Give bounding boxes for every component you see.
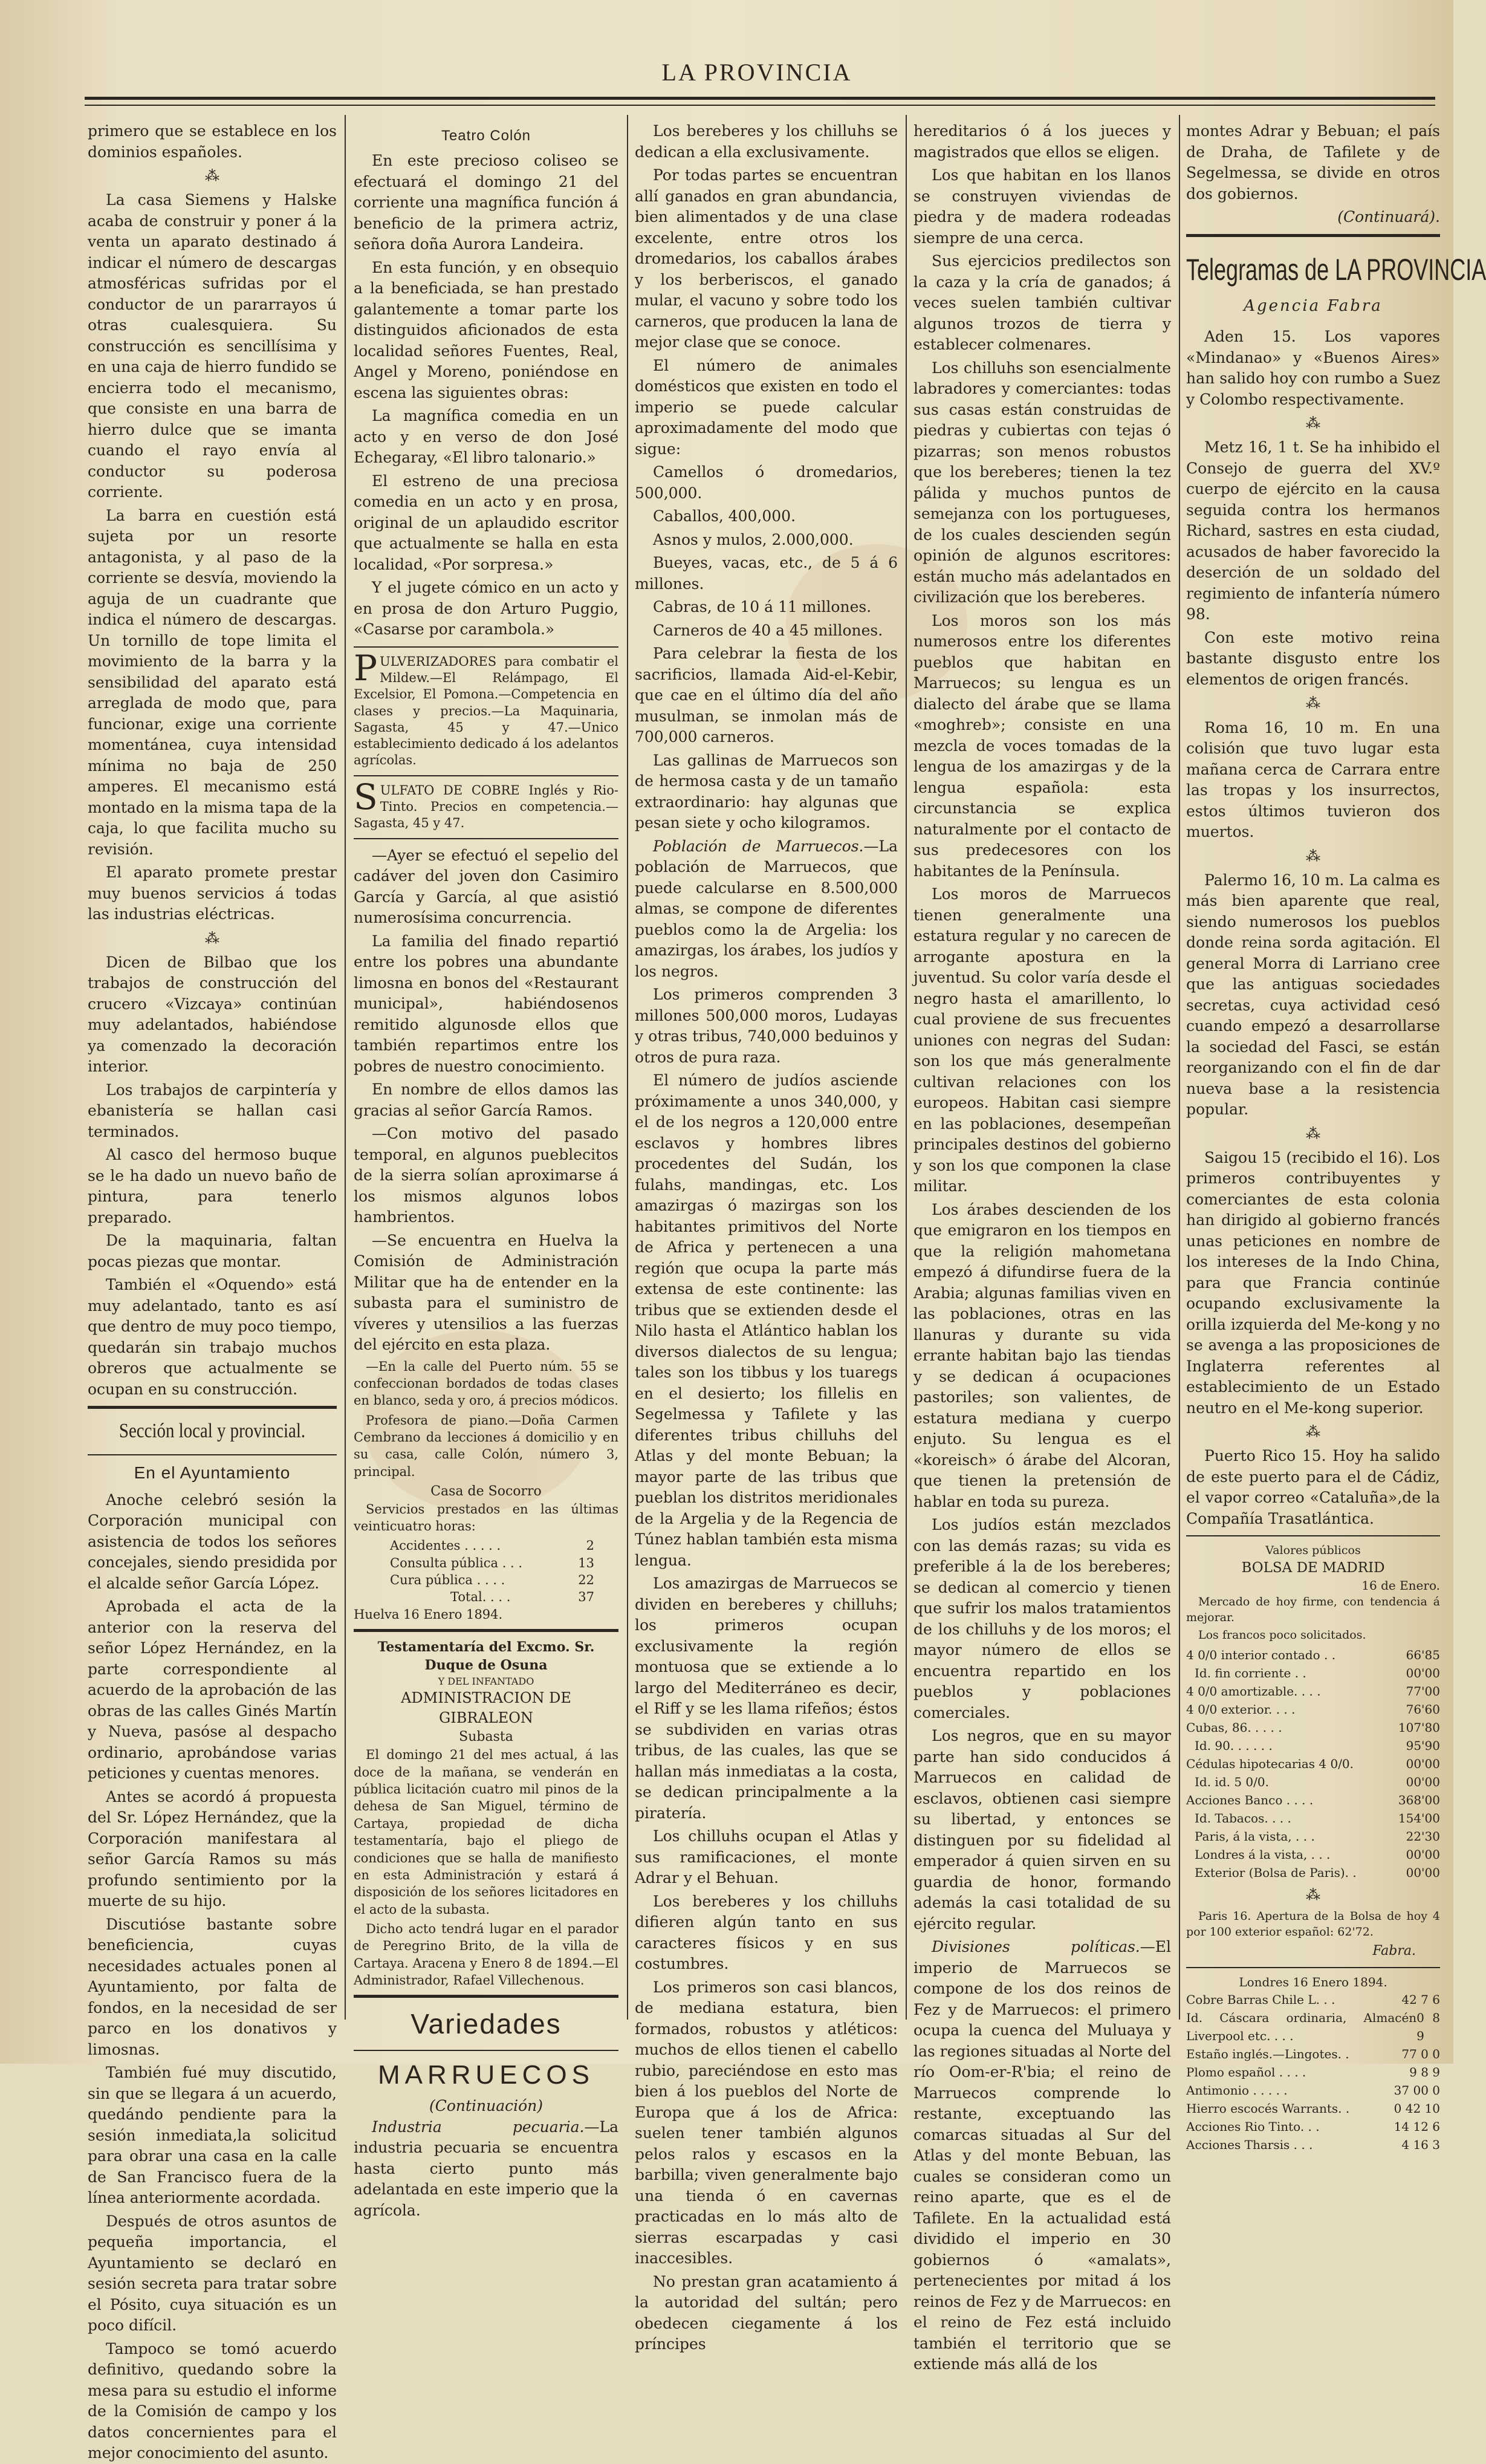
paragraph: La magnífica comedia en un acto y en verso de don José Echegaray, «El libro talonario.»	[354, 407, 618, 467]
drop-cap: S	[354, 776, 378, 818]
asterism: ⁂	[205, 929, 219, 947]
subheading: BOLSA DE MADRID	[1241, 1559, 1385, 1576]
section-rule	[88, 1454, 337, 1455]
rule	[1186, 234, 1440, 237]
rule	[354, 1629, 618, 1632]
continuara: (Continuará).	[1337, 208, 1440, 226]
paragraph: Los francos poco solicitados.	[1198, 1628, 1366, 1642]
paragraph: Y el jugete cómico en un acto y en prosa de don Arturo Puggio, «Casarse por carambola.»	[354, 579, 618, 639]
agency-name: Agencia Fabra	[1244, 296, 1383, 315]
paragraph: Servicios prestados en las últimas veinticuatro horas:	[354, 1501, 618, 1534]
subheading: En el Ayuntamiento	[134, 1463, 291, 1483]
paragraph: Los moros de Marruecos tienen generalmente una estatura regular y no carecen de arrogante apostura en la juventud. Su color varía desde el negro hasta el amarillento, lo cual proviene de sus frecuentes uniones con negras del Sudan: son los que más generalmente cultivan relaciones con los europeos. Habitan casi siempre en las poblaciones, desempeñan principales destinos del gobierno y son los que componen la clase militar.	[913, 885, 1171, 1195]
asterism: ⁂	[1306, 1423, 1320, 1441]
paragraph: Los trabajos de carpintería y ebanistería se hallan casi terminados.	[88, 1081, 337, 1140]
signature: Fabra.	[1372, 1943, 1416, 1959]
list-item: Cabras, de 10 á 11 millones.	[653, 598, 872, 616]
column-4	[913, 121, 1172, 2373]
column-divider	[627, 115, 628, 2020]
date-line: Huelva 16 Enero 1894.	[354, 1607, 503, 1622]
rule	[354, 2050, 618, 2051]
paragraph: Profesora de piano.—Doña Carmen Cembrano da lecciones á domicilio y en su casa, calle Colón, número 3, principal.	[354, 1412, 618, 1479]
paragraph: Los chilluhs ocupan el Atlas y sus ramificaciones, el monte Adrar y el Behuan.	[635, 1827, 898, 1887]
section-title: Variedades	[410, 2008, 562, 2040]
telegram: Puerto Rico 15. Hoy ha salido de este puerto para el de Cádiz, el vapor correo «Cataluña»,de la Compañía Trasatlántica.	[1186, 1447, 1440, 1527]
telegram: Saigou 15 (recibido el 16). Los primeros contribuyentes y comerciantes de esta colonia han dirigido al gobierno francés unas peticiones en nombre de los intereses de la Indo China, para que Francia continúe ocupando exclusivamente la orilla izquierda del Me-kong y no se avenga a las proposiciones de Inglaterra referentes al establecimiento de un Estado neutro en el Me-kong superior.	[1186, 1148, 1440, 1417]
paragraph: Dicho acto tendrá lugar en el parador de Peregrino Brito, de la villa de Cartaya. Aracena y Enero 8 de 1894.—El Administrador, Rafael Villechenous.	[354, 1921, 618, 1988]
paragraph: Después de otros asuntos de pequeña importancia, el Ayuntamiento se declaró en sesión secreta para tratar sobre el Pósito, cuya situación es un poco difícil.	[88, 2212, 337, 2335]
date-line: Londres 16 Enero 1894.	[1239, 1974, 1387, 1989]
quote-row: Hierro escocés Warrants. . 0 42 10	[1186, 2101, 1440, 2116]
quote-row: Acciones Rio Tinto. . . 14 12 6	[1186, 2119, 1440, 2134]
subheading: Casa de Socorro	[430, 1483, 542, 1499]
article-subtitle: (Continuación)	[429, 2097, 543, 2115]
run-in-text: —La industria pecuaria se encuentra hasta cierto punto más adelantada en este imperio que la agrícola.	[354, 2118, 618, 2219]
telegram: Aden 15. Los vapores «Mindanao» y «Buenos Aires» han salido hoy con rumbo a Suez y Colombo respectivamente.	[1186, 328, 1440, 408]
paragraph: El número de judíos asciende próximamente a unos 340,000, y el de los negros a 120,000 entre esclavos y hombres libres procedentes del Sudán, los fulahs, mandingas, etc. Los amazirgas ó mazirgas son los habitantes primitivos del Norte de Africa y pertenecen a una región que ocupa la parte más extensa de este continente: las tribus que se extienden desde el Nilo hasta el Atlántico hablan los diversos dialectos de su lengua; tales son los tibbus y los tuaregs en el desierto; los fillelis en Segelmessa y Tafilete y las diferentes tribus chilluhs del Atlas y del monte Bebuan; la mayor parte de las tribus que pueblan los distritos meridionales de la Argelia y de la Regencia de Túnez hablan también esta misma lengua.	[635, 1071, 898, 1569]
asterism: ⁂	[1306, 847, 1320, 865]
section-rule	[88, 1406, 337, 1409]
quote-row: Cubas, 86. . . . . 107'80	[1186, 1720, 1440, 1735]
socorro-row: Cura pública . . . . 22	[390, 1573, 594, 1588]
column-divider	[1179, 115, 1180, 2020]
quote-row: Estaño inglés.—Lingotes. . 77 0 0	[1186, 2047, 1440, 2062]
paragraph: Aprobada el acta de la anterior con la reserva del señor López Hernández, en la parte correspondiente al acuerdo de la aprobación de las obras de las calles Ginés Martín y Nueva, pasóse al despacho ordinario, aprobándose varias peticiones y cuentas menores.	[88, 1598, 337, 1783]
paragraph: Por todas partes se encuentran allí ganados en gran abundancia, bien alimentados y de una clase excelente, entre otros los dromedarios, los caballos árabes y los berberiscos, el ganado mular, el vacuno y sobre todo los carneros, que producen la lana de mejor clase que se conoce.	[635, 166, 898, 351]
quote-row: Acciones Tharsis . . . 4 16 3	[1186, 2137, 1440, 2153]
quote-row: 4 0/0 amortizable. . . . 77'00	[1186, 1683, 1440, 1698]
paragraph: Los bereberes y los chilluhs se dedican a ella exclusivamente.	[635, 122, 898, 161]
list-item: Carneros de 40 a 45 millones.	[653, 621, 883, 639]
paragraph: Los judíos están mezclados con las demás razas; su vida es preferible á la de los bereberes; se dedican al comercio y tienen que sufrir los malos tratamientos de los chilluhs y de los moros; el mayor número de ellos se encuentra repartido en los pueblos y poblaciones comerciales.	[913, 1516, 1171, 1721]
paragraph: —Ayer se efectuó el sepelio del cadáver del joven don Casimiro García y García, al que asistió numerosísima concurrencia.	[354, 846, 618, 927]
quote-row: 4 0/0 exterior. . . . 76'60	[1186, 1702, 1440, 1717]
paragraph: Los amazirgas de Marruecos se dividen en bereberes y chilluhs; los primeros ocupan exclusivamente la región montuosa que se extiende a lo largo del Mediterráneo es decir, el Riff y se les llama rifeños; éstos se subdividen en varias otras tribus, de las cuales, las que se hallan más inmediatas a la costa, se dedican principalmente a la piratería.	[635, 1575, 898, 1822]
paragraph: El estreno de una preciosa comedia en un acto y en prosa, original de un aplaudido escritor que actualmente se halla en esta localidad, «Por sorpresa.»	[354, 472, 618, 573]
run-in-head: Industria pecuaria.	[372, 2118, 585, 2136]
date-line: 16 de Enero.	[1361, 1578, 1440, 1593]
column-3	[635, 121, 898, 2353]
notice-admin: ADMINISTRACION DE GIBRALEON	[401, 1689, 571, 1726]
paragraph: montes Adrar y Bebuan; el país de Draha, de Tafilete y de Segelmessa, se divide en otros dos gobiernos.	[1186, 122, 1440, 203]
paragraph: Los bereberes y los chilluhs difieren algún tanto en sus caracteres físicos y en sus costumbres.	[635, 1892, 898, 1972]
quote-row: Id. Cáscara ordinaria, Almacén Liverpool etc. . . . 0 8 9	[1186, 2011, 1440, 2044]
notice-title: Testamentaría del Excmo. Sr. Duque de Osuna	[377, 1639, 595, 1674]
rule	[354, 838, 618, 839]
quote-row: Acciones Banco . . . . 368'00	[1186, 1792, 1440, 1807]
paragraph: Al casco del hermoso buque se le ha dado un nuevo baño de pintura, para tenerlo preparado.	[88, 1146, 337, 1226]
list-item: Bueyes, vacas, etc., de 5 á 6 millones.	[635, 554, 898, 593]
paragraph	[913, 1937, 1171, 2375]
list-item: Asnos y mulos, 2.000,000.	[653, 530, 854, 548]
column-2	[354, 121, 618, 2219]
paragraph: —En la calle del Puerto núm. 55 se confeccionan bordados de todas clases en blanco, seda y oro, á precios módicos.	[354, 1359, 618, 1408]
paragraph: Los que habitan en los llanos se construyen viviendas de piedra y de madera rodeadas siempre de una cerca.	[913, 166, 1171, 247]
quote-row: Cobre Barras Chile L. . . 42 7 6	[1186, 1992, 1440, 2007]
advertisement	[354, 647, 618, 769]
paragraph: Paris 16. Apertura de la Bolsa de hoy 4 por 100 exterior español: 62'72.	[1186, 1910, 1440, 1939]
run-in-head: Población de Marruecos.	[653, 837, 864, 855]
paragraph: En este precioso coliseo se efectuará el domingo 21 del corriente una magnífica función á beneficio de la primera actriz, señora doña Aurora Landeira.	[354, 152, 618, 253]
paragraph: Los árabes descienden de los que emigraron en los tiempos en que la religión mahometana empezó á difundirse fuera de la Arabia; algunas familias viven en las poblaciones, otras en las llanuras y durante su vida errante habitan bajo las tiendas y se dedican á ocupaciones pastoriles; son valientes, de estatura mediana y cuerpo enjuto. Su lengua es el «koreisch» ó árabe del Alcoran, que tienen la pretensión de hablar en toda su pureza.	[913, 1200, 1171, 1510]
rule	[1186, 1535, 1440, 1536]
paragraph: Los primeros son casi blancos, de mediana estatura, bien formados, robustos y atléticos: muchos de ellos tienen el cabello rubio, pareciéndose en esto mas bien á los pueblos del Norte de Europa que á los de Africa: suelen tener también algunos pelos ralos y escasos en la barbilla; viven generalmente bajo una tienda ó en cavernas practicadas en lo más alto de sierras escarpadas y casi inaccesibles.	[635, 1978, 898, 2267]
quote-row: Londres á la vista, . . . 00'00	[1195, 1847, 1440, 1862]
rule	[354, 1995, 618, 1998]
run-in-text: —El imperio de Marruecos se compone de los dos reinos de Fez y de Marruecos: el primero ocupa la cuenca del Muluaya y las regiones situadas al Norte del río Oom-er-R'bia; el reino de Marruecos comprende lo restante, exceptuando las comarcas situadas al Sur del Atlas y del monte Bebuan, las cuales se consideran como un reino aparte, que es el de Tafilete. En la actualidad está dividido el imperio en 30 gobiernos ó «amalats», pertenecientes por mitad á los reinos de Fez y de Marruecos: en el reino de Fez está incluido también el territorio que se extiende más allá de los	[913, 1938, 1172, 2373]
quote-row: Plomo español . . . . 9 8 9	[1186, 2065, 1440, 2080]
subheading: Valores públicos	[1265, 1544, 1361, 1558]
rule	[354, 775, 618, 776]
asterism: ⁂	[1306, 695, 1320, 712]
paragraph: Para celebrar la fiesta de los sacrificios, llamada Aid-el-Kebir, que cae en el último día del año musulman, se inmolan más de 700,000 carneros.	[635, 645, 898, 746]
paragraph: hereditarios ó á los jueces y magistrados que ellos se eligen.	[913, 122, 1171, 161]
column-divider	[345, 115, 346, 2020]
paragraph: También fué muy discutido, sin que se llegara á un acuerdo, quedándo pendiente para la sesión inmediata,la solicitud para obrar una casa en la calle de San Francisco fuera de la línea anteriormente acordada.	[88, 2064, 337, 2207]
advertisement	[354, 776, 618, 832]
section-title: Sección local y provincial.	[118, 1420, 306, 1443]
telegram: Palermo 16, 10 m. La calma es más bien aparente que real, siendo numerosos los pueblos donde reina sorda agitación. El general Morra di Larriano cree que las antiguas sociedades secretas, cuya actividad cesó cuando empezó a desarrollarse la sociedad del Fasci, se están reorganizando con el fin de dar nueva base a la resistencia popular.	[1186, 871, 1440, 1119]
article-title: MARRUECOS	[377, 2059, 595, 2090]
paragraph: La familia del finado repartió entre los pobres una abundante limosna en bonos del «Restaurant municipal», habiéndosenos remitido algunosde ellos que también repartimos entre los pobres de nuestro conocimiento.	[354, 932, 618, 1075]
ad-text: ULVERIZADORES para combatir el Mildew.—El Relámpago, El Excelsior, El Pomona.—Competencia en clases y precios.—La Maquinaria, Sagasta, 45 y 47.—Unico establecimiento dedicado á los adelantos agrícolas.	[354, 654, 618, 768]
paragraph: Antes se acordó á propuesta del Sr. López Hernández, que la Corporación manifestara al señor García Ramos su más profundo sentimiento por la muerte de su hijo.	[88, 1787, 337, 1910]
paragraph: Mercado de hoy firme, con tendencia á mejorar.	[1186, 1594, 1440, 1624]
paragraph: Tampoco se tomó acuerdo definitivo, quedando sobre la mesa para su estudio el informe de la Comisión de campo y los datos concernientes para el mejor conocimiento del asunto.	[88, 2339, 337, 2462]
run-in-head: Divisiones políticas.	[932, 1938, 1140, 1955]
paragraph: La barra en cuestión está sujeta por un resorte antagonista, y al paso de la corriente se desvía, moviendo la aguja de un cuadrante que indica el número de descargas. Un tornillo de tope limita el movimiento de la barra y la sensibilidad del aparato está arreglada de modo que, para funcionar, exige una corriente momentánea, cuya intensidad mínima no baja de 250 amperes. El mecanismo está montado en la misma tapa de la caja, lo que facilita mucho su revisión.	[88, 506, 337, 858]
quote-row: Cédulas hipotecarias 4 0/0. 00'00	[1186, 1756, 1440, 1771]
quote-row: Id. Tabacos. . . . 154'00	[1195, 1810, 1440, 1825]
paragraph: El número de animales domésticos que existen en todo el imperio se puede calcular aproximadamente del modo que sigue:	[635, 356, 898, 458]
paragraph: La casa Siemens y Halske acaba de construir y poner á la venta un aparato destinado á indicar el número de descargas atmosféricas sufridas por el conductor de un pararrayos ú otras cualesquiera. Su construcción es sencillísima y en una caja de hierro fundido se encierra todo el mecanismo, que consiste en una barra de hierro dulce que se imanta cuando el rayo envía al conductor su poderosa corriente.	[88, 191, 337, 501]
paragraph: Sus ejercicios predilectos son la caza y la cría de ganados; á veces suelen también cultivar algunos trozos de tierra y establecer colmenares.	[913, 252, 1171, 353]
paragraph: primero que se establece en los dominios españoles.	[88, 122, 337, 161]
paragraph: Los negros, que en su mayor parte han sido conducidos á Marruecos en calidad de esclavos, obtienen casi siempre su libertad, y entonces se distinguen por su fidelidad al emperador á quien sirven en su guardia de honor, formando además la casi totalidad de su ejército regular.	[913, 1727, 1171, 1933]
quote-row: Exterior (Bolsa de Paris). . 00'00	[1195, 1865, 1440, 1880]
paragraph: También el «Oquendo» está muy adelantado, tanto es así que dentro de muy poco tiempo, quedarán sin trabajo muchos obreros que actualmente se ocupan en su construcción.	[88, 1276, 337, 1398]
paragraph: De la maquinaria, faltan pocas piezas que montar.	[88, 1232, 337, 1270]
rule	[1186, 1967, 1440, 1968]
quote-row: Antimonio . . . . . 37 00 0	[1186, 2083, 1440, 2098]
notice-subtitle: Y DEL INFANTADO	[438, 1675, 534, 1687]
section-title: Telegramas de LA PROVINCIA	[1186, 252, 1486, 287]
quote-row: Id. id. 5 0/0. 00'00	[1195, 1774, 1440, 1789]
paragraph: Los moros son los más numerosos entre los diferentes pueblos que habitan en Marruecos; su lengua es un dialecto del árabe que se llama «moghreb»; consiste en una mezcla de voces tomadas de la lengua de los amazirgas y de la lengua española: esta circunstancia se explica naturalmente por el contacto de sus predecesores con los habitantes de la Península.	[913, 611, 1171, 880]
list-item: Camellos ó dromedarios, 500,000.	[635, 463, 898, 502]
notice-subasta: Subasta	[459, 1729, 513, 1745]
paragraph: Discutióse bastante sobre beneficiencia, cuyas necesidades actuales ponen al Ayuntamiento, por falta de fondos, en la necesidad de ser parco en los donativos y limosnas.	[88, 1915, 337, 2058]
quote-row: Id. 90. . . . . . 95'90	[1195, 1738, 1440, 1753]
telegram: Con este motivo reina bastante disgusto entre los elementos de origen francés.	[1186, 628, 1440, 688]
column-1	[88, 121, 337, 2462]
asterism: ⁂	[1306, 415, 1320, 432]
paragraph: En nombre de ellos damos las gracias al señor García Ramos.	[354, 1081, 618, 1119]
column-divider	[906, 115, 907, 2020]
paragraph: El domingo 21 del mes actual, á las doce de la mañana, se venderán en pública licitación cuatro mil pinos de la dehesa de San Miguel, término de Cartaya, propiedad de dicha testamentaría, bajo el pliego de condiciones que se halla de manifiesto en esta Administración y estará á disposición de los señores licitadores en el acto de la subasta.	[354, 1747, 618, 1917]
paragraph: —Se encuentra en Huelva la Comisión de Administración Militar que ha de entender en la subasta para el suministro de víveres y utensilios a las fuerzas del ejército en esta plaza.	[354, 1231, 618, 1354]
telegram: Roma 16, 10 m. En una colisión que tuvo lugar esta mañana cerca de Carrara entre las tropas y los insurrectos, estos últimos tuvieron dos muertos.	[1186, 718, 1440, 841]
header-rule	[85, 97, 1435, 106]
drop-cap: P	[354, 647, 378, 689]
rule	[354, 646, 618, 648]
paragraph: —Con motivo del pasado temporal, en algunos pueblecitos de la sierra solían aproximarse á los mismos algunos lobos hambrientos.	[354, 1125, 618, 1226]
paragraph	[354, 2117, 618, 2222]
list-item: Caballos, 400,000.	[653, 507, 796, 525]
quote-row: Id. fin corriente . . 00'00	[1195, 1665, 1440, 1680]
paragraph: En esta función, y en obsequio a la beneficiada, se han prestado galantemente a tomar parte los distinguidos aficionados de esta localidad señores Fuentes, Real, Angel y Moreno, poniéndose en escena las siguientes obras:	[354, 258, 618, 401]
subheading: Teatro Colón	[441, 128, 531, 144]
ad-text: ULFATO DE COBRE Inglés y Rio-Tinto. Precios en competencia.—Sagasta, 45 y 47.	[354, 782, 618, 831]
quote-row: Paris, á la vista, . . . 22'30	[1195, 1828, 1440, 1844]
masthead: LA PROVINCIA	[661, 59, 852, 86]
telegram: Metz 16, 1 t. Se ha inhibido el Consejo de guerra del XV.º cuerpo de ejército en la causa seguida contra los hermanos Richard, sastres en esta ciudad, acusados de haber favorecido la deserción de un soldado del regimiento de infantería número 98.	[1186, 438, 1440, 623]
paragraph: El aparato promete prestar muy buenos servicios á todas las industrias eléctricas.	[88, 863, 337, 923]
socorro-total: Total. . . . 37	[450, 1590, 594, 1605]
asterism: ⁂	[1306, 1125, 1320, 1142]
run-in-text: —La población de Marruecos, que puede calcularse en 8.500,000 almas, se compone de diferentes pueblos como la de Argelia: los amazirgas, los árabes, los judíos y los negros.	[635, 837, 898, 980]
paragraph: Los chilluhs son esencialmente labradores y comerciantes: todas sus casas están construidas de piedras y cubiertas con tejas ó pizarras; son menos robustos que los bereberes; tienen la tez pálida y muchos puntos de semejanza con los portugueses, de los cuales descienden según opinión de algunos escritores: están mucho más adelantados en civilización que los bereberes.	[913, 359, 1171, 606]
socorro-row: Accidentes . . . . . 2	[390, 1538, 594, 1553]
paragraph: No prestan gran acatamiento á la autoridad del sultán; pero obedecen ciegamente á los príncipes	[635, 2272, 898, 2353]
asterism: ⁂	[205, 167, 219, 184]
paragraph: Dicen de Bilbao que los trabajos de construcción del crucero «Vizcaya» continúan muy adelantados, habiéndose ya comenzado la decoración interior.	[88, 953, 337, 1076]
column-5	[1186, 121, 1486, 2153]
paragraph	[635, 836, 898, 983]
paragraph: Los primeros comprenden 3 millones 500,000 moros, Ludayas y otras tribus, 740,000 beduinos y otros de pura raza.	[635, 986, 898, 1066]
paragraph: Las gallinas de Marruecos son de hermosa casta y de un tamaño extraordinario: hay algunas que pesan siete y ocho kilogramos.	[635, 751, 898, 831]
asterism: ⁂	[1306, 1886, 1320, 1903]
paragraph: Anoche celebró sesión la Corporación municipal con asistencia de todos los señores concejales, siendo presidida por el alcalde señor García López.	[88, 1490, 337, 1592]
socorro-row: Consulta pública . . . 13	[390, 1555, 594, 1570]
quote-row: 4 0/0 interior contado . . 66'85	[1186, 1647, 1440, 1662]
